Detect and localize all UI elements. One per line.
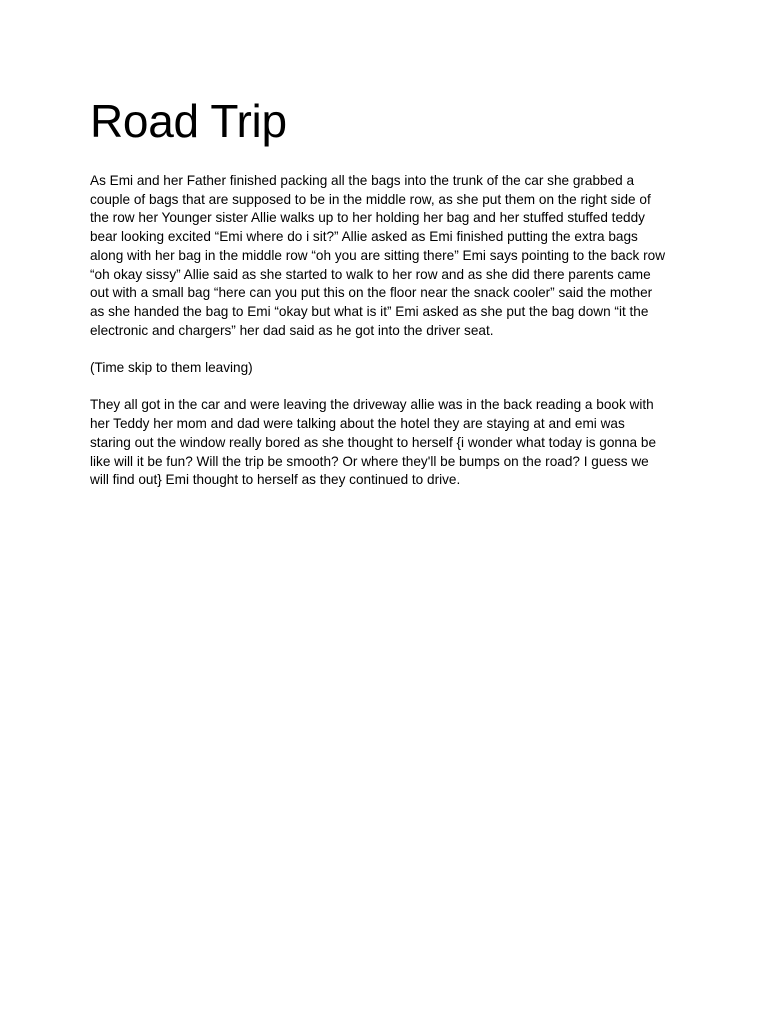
paragraph-line: out with a small bag “here can you put this on the floor near the snack cooler” said the mother — [90, 285, 653, 301]
paragraph-line: “oh okay sissy” Allie said as she started to walk to her row and as she did there parents came — [90, 266, 651, 282]
paragraph-line: the row her Younger sister Allie walks up to her holding her bag and her stuffed stuffed teddy — [90, 210, 645, 226]
document-body — [90, 172, 690, 509]
paragraph-line: like will it be fun? Will the trip be smooth? Or where they'll be bumps on the road? I guess we — [90, 453, 649, 469]
paragraph-2 — [90, 359, 690, 378]
paragraph-1 — [90, 172, 690, 340]
paragraph-line: (Time skip to them leaving) — [90, 360, 253, 376]
paragraph-line: will find out} Emi thought to herself as they continued to drive. — [90, 472, 461, 488]
paragraph-line: along with her bag in the middle row “oh you are sitting there” Emi says pointing to the back row — [90, 247, 666, 263]
paragraph-line: as she handed the bag to Emi “okay but what is it” Emi asked as she put the bag down “it the — [90, 303, 649, 319]
paragraph-line: They all got in the car and were leaving the driveway allie was in the back reading a book with — [90, 397, 654, 413]
paragraph-line: As Emi and her Father finished packing all the bags into the trunk of the car she grabbed a — [90, 173, 635, 188]
paragraph-line: staring out the window really bored as she thought to herself {i wonder what today is gonna be — [90, 434, 657, 450]
paragraph-line: bear looking excited “Emi where do i sit?” Allie asked as Emi finished putting the extra bags — [90, 229, 638, 245]
document-title: Road Trip — [90, 95, 287, 147]
paragraph-line: electronic and chargers” her dad said as he got into the driver seat. — [90, 322, 494, 338]
paragraph-line: couple of bags that are supposed to be in the middle row, as she put them on the right side of — [90, 191, 651, 207]
paragraph-line: her Teddy her mom and dad were talking about the hotel they are staying at and emi was — [90, 416, 625, 432]
paragraph-3 — [90, 396, 690, 490]
